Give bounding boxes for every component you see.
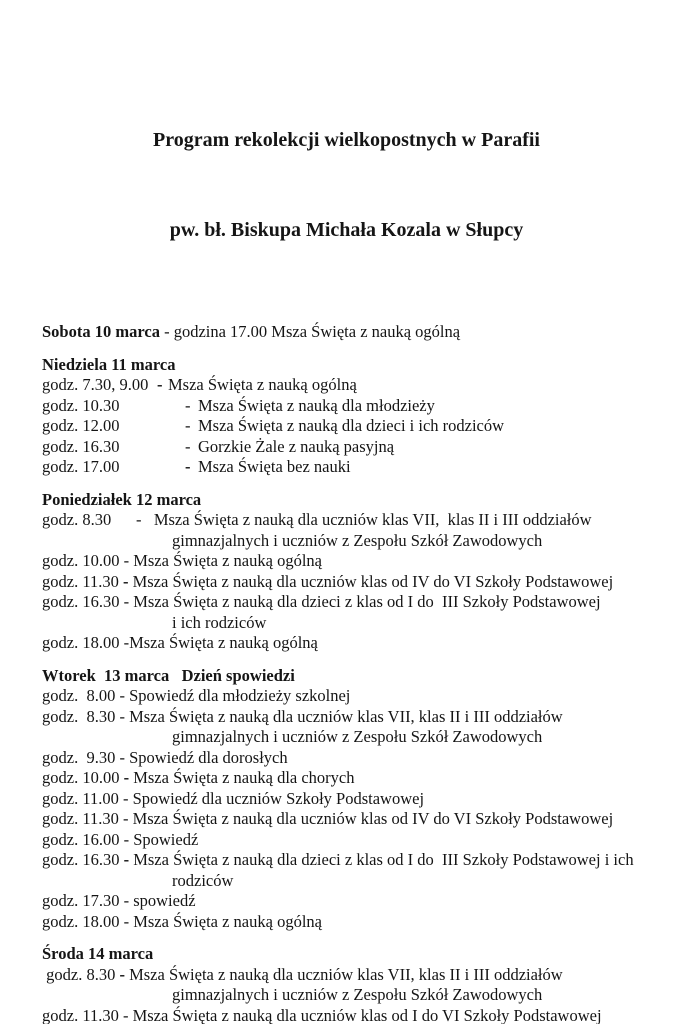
time-label: godz. 11.30 [42,571,123,591]
saturday-description: - godzina 17.00 Msza Święta z nauką ogólną [159,322,461,341]
saturday-date-label: Sobota 10 marca [42,322,160,341]
schedule-line-continuation: gimnazjalnych i uczniów z Zespołu Szkół Zawodowych [172,727,543,746]
schedule-line [42,592,678,613]
schedule-line-continuation: gimnazjalnych i uczniów z Zespołu Szkół Zawodowych [172,985,543,1004]
time-label: godz. 11.30 [42,809,123,828]
description: Msza Święta z nauką dla młodzieży [198,395,435,415]
schedule-line [42,551,678,572]
dash: - [123,633,130,652]
description: Spowiedź dla dorosłych [124,747,288,767]
schedule-line [42,686,678,707]
dash: - [185,395,191,415]
dash: - [122,571,129,591]
schedule-line [42,707,678,728]
dash: - [123,768,130,787]
description: Msza Święta z nauką dla uczniów klas od I do VI Szkoły Podstawowej [128,1005,602,1024]
tuesday-heading: Wtorek 13 marca Dzień spowiedzi [42,665,295,685]
description: Msza Święta z nauką dla dzieci i ich rodziców [198,416,505,435]
dash: - [123,911,130,931]
dash: - [185,416,191,435]
dash: - [123,850,130,869]
time-label: godz. 10.30 [42,395,120,415]
schedule-line [42,748,678,769]
description: Msza Święta z nauką dla dzieci z klas od I do III Szkoły Podstawowej [129,592,601,611]
dash: - [119,747,125,767]
time-label: godz. 16.30 [42,436,120,456]
dash: - [119,706,125,726]
time-label: godz. 18.00 [42,911,124,931]
schedule-line [42,437,678,458]
schedule-line [42,891,678,912]
time-label: godz. 17.30 [42,891,124,910]
schedule-line-continuation: rodziców [172,870,234,890]
time-label: godz. 8.30 [42,510,136,529]
dash: - [119,686,125,705]
time-label: godz. 11.00 [42,788,123,808]
schedule-line [42,572,678,593]
schedule-line-continuation: i ich rodziców [172,612,267,632]
time-label: godz. 8.30 [42,964,120,984]
dash: - [122,1005,129,1024]
description: Msza Święta z nauką dla uczniów klas VII, klas II i III oddziałów [124,706,563,726]
schedule-line [42,850,678,871]
time-label: godz. 16.30 [42,592,124,611]
section-tuesday [42,666,678,933]
schedule-line [42,830,678,851]
wednesday-heading: Środa 14 marca [42,944,154,963]
dash: - [157,375,163,394]
dash: - [185,436,191,456]
description: Msza Święta z nauką dla uczniów klas od IV do VI Szkoły Podstawowej [128,571,614,591]
description: Msza Święta z nauką dla chorych [129,768,355,787]
schedule-line [42,510,678,531]
time-label: godz. 8.30 [42,706,120,726]
schedule-line [42,768,678,789]
description: Spowiedź [129,829,199,849]
description: Msza Święta z nauką ogólną [129,551,322,570]
time-label: godz. 12.00 [42,416,120,435]
description: spowiedź [129,891,196,910]
time-label: godz. 11.30 [42,1005,123,1024]
time-label: godz. 7.30, 9.00 [42,375,149,394]
dash: - [122,809,129,828]
time-label: godz. 9.30 [42,747,120,767]
sunday-heading: Niedziela 11 marca [42,354,176,374]
description: Msza Święta z nauką dla dzieci z klas od I do III Szkoły Podstawowej i ich [129,850,634,869]
description: Msza Święta bez nauki [198,457,351,476]
schedule-line [42,965,678,986]
schedule-line [42,375,678,396]
time-label: godz. 16.30 [42,850,124,869]
section-saturday [42,322,678,343]
schedule-line [42,416,678,437]
schedule-line [42,809,678,830]
section-sunday [42,355,678,478]
dash: - [122,788,129,808]
description: Spowiedź dla uczniów Szkoły Podstawowej [128,788,425,808]
description: Msza Święta z nauką dla uczniów klas od IV do VI Szkoły Podstawowej [128,809,614,828]
time-label: godz. 10.00 [42,551,124,570]
section-wednesday [42,944,678,1024]
description: Msza Święta z nauką ogólną [129,911,322,931]
schedule-line-continuation: gimnazjalnych i uczniów z Zespołu Szkół Zawodowych [172,530,543,550]
dash: - [123,551,130,570]
title-line-2: pw. bł. Biskupa Michała Kozala w Słupcy [169,219,524,241]
description: Msza Święta z nauką ogólną [129,633,318,652]
title-line-1: Program rekolekcji wielkopostnych w Parafii [153,129,540,151]
schedule-line [42,457,678,478]
monday-heading: Poniedziałek 12 marca [42,489,202,509]
description: Msza Święta z nauką ogólną [168,375,357,394]
schedule-line [42,912,678,933]
description: Msza Święta z nauką dla uczniów klas VII, klas II i III oddziałów [124,964,563,984]
document-title [0,0,693,305]
dash: - [123,592,130,611]
time-label: godz. 10.00 [42,768,124,787]
schedule-line [42,633,678,654]
time-label: godz. 17.00 [42,457,120,476]
schedule-line [42,1006,678,1024]
dash: - [123,891,130,910]
description: Gorzkie Żale z nauką pasyjną [198,436,395,456]
dash: - [123,829,130,849]
time-label: godz. 16.00 [42,829,124,849]
document-body [0,322,693,1024]
dash: - [185,457,191,476]
section-monday [42,490,678,654]
time-label: godz. 8.00 [42,686,120,705]
dash: - [135,510,142,529]
description: Msza Święta z nauką dla uczniów klas VII, klas II i III oddziałów [141,510,592,529]
time-label: godz. 18.00 [42,633,124,652]
dash: - [119,964,125,984]
description: Spowiedź dla młodzieży szkolnej [124,686,351,705]
schedule-line [42,789,678,810]
schedule-line [42,396,678,417]
